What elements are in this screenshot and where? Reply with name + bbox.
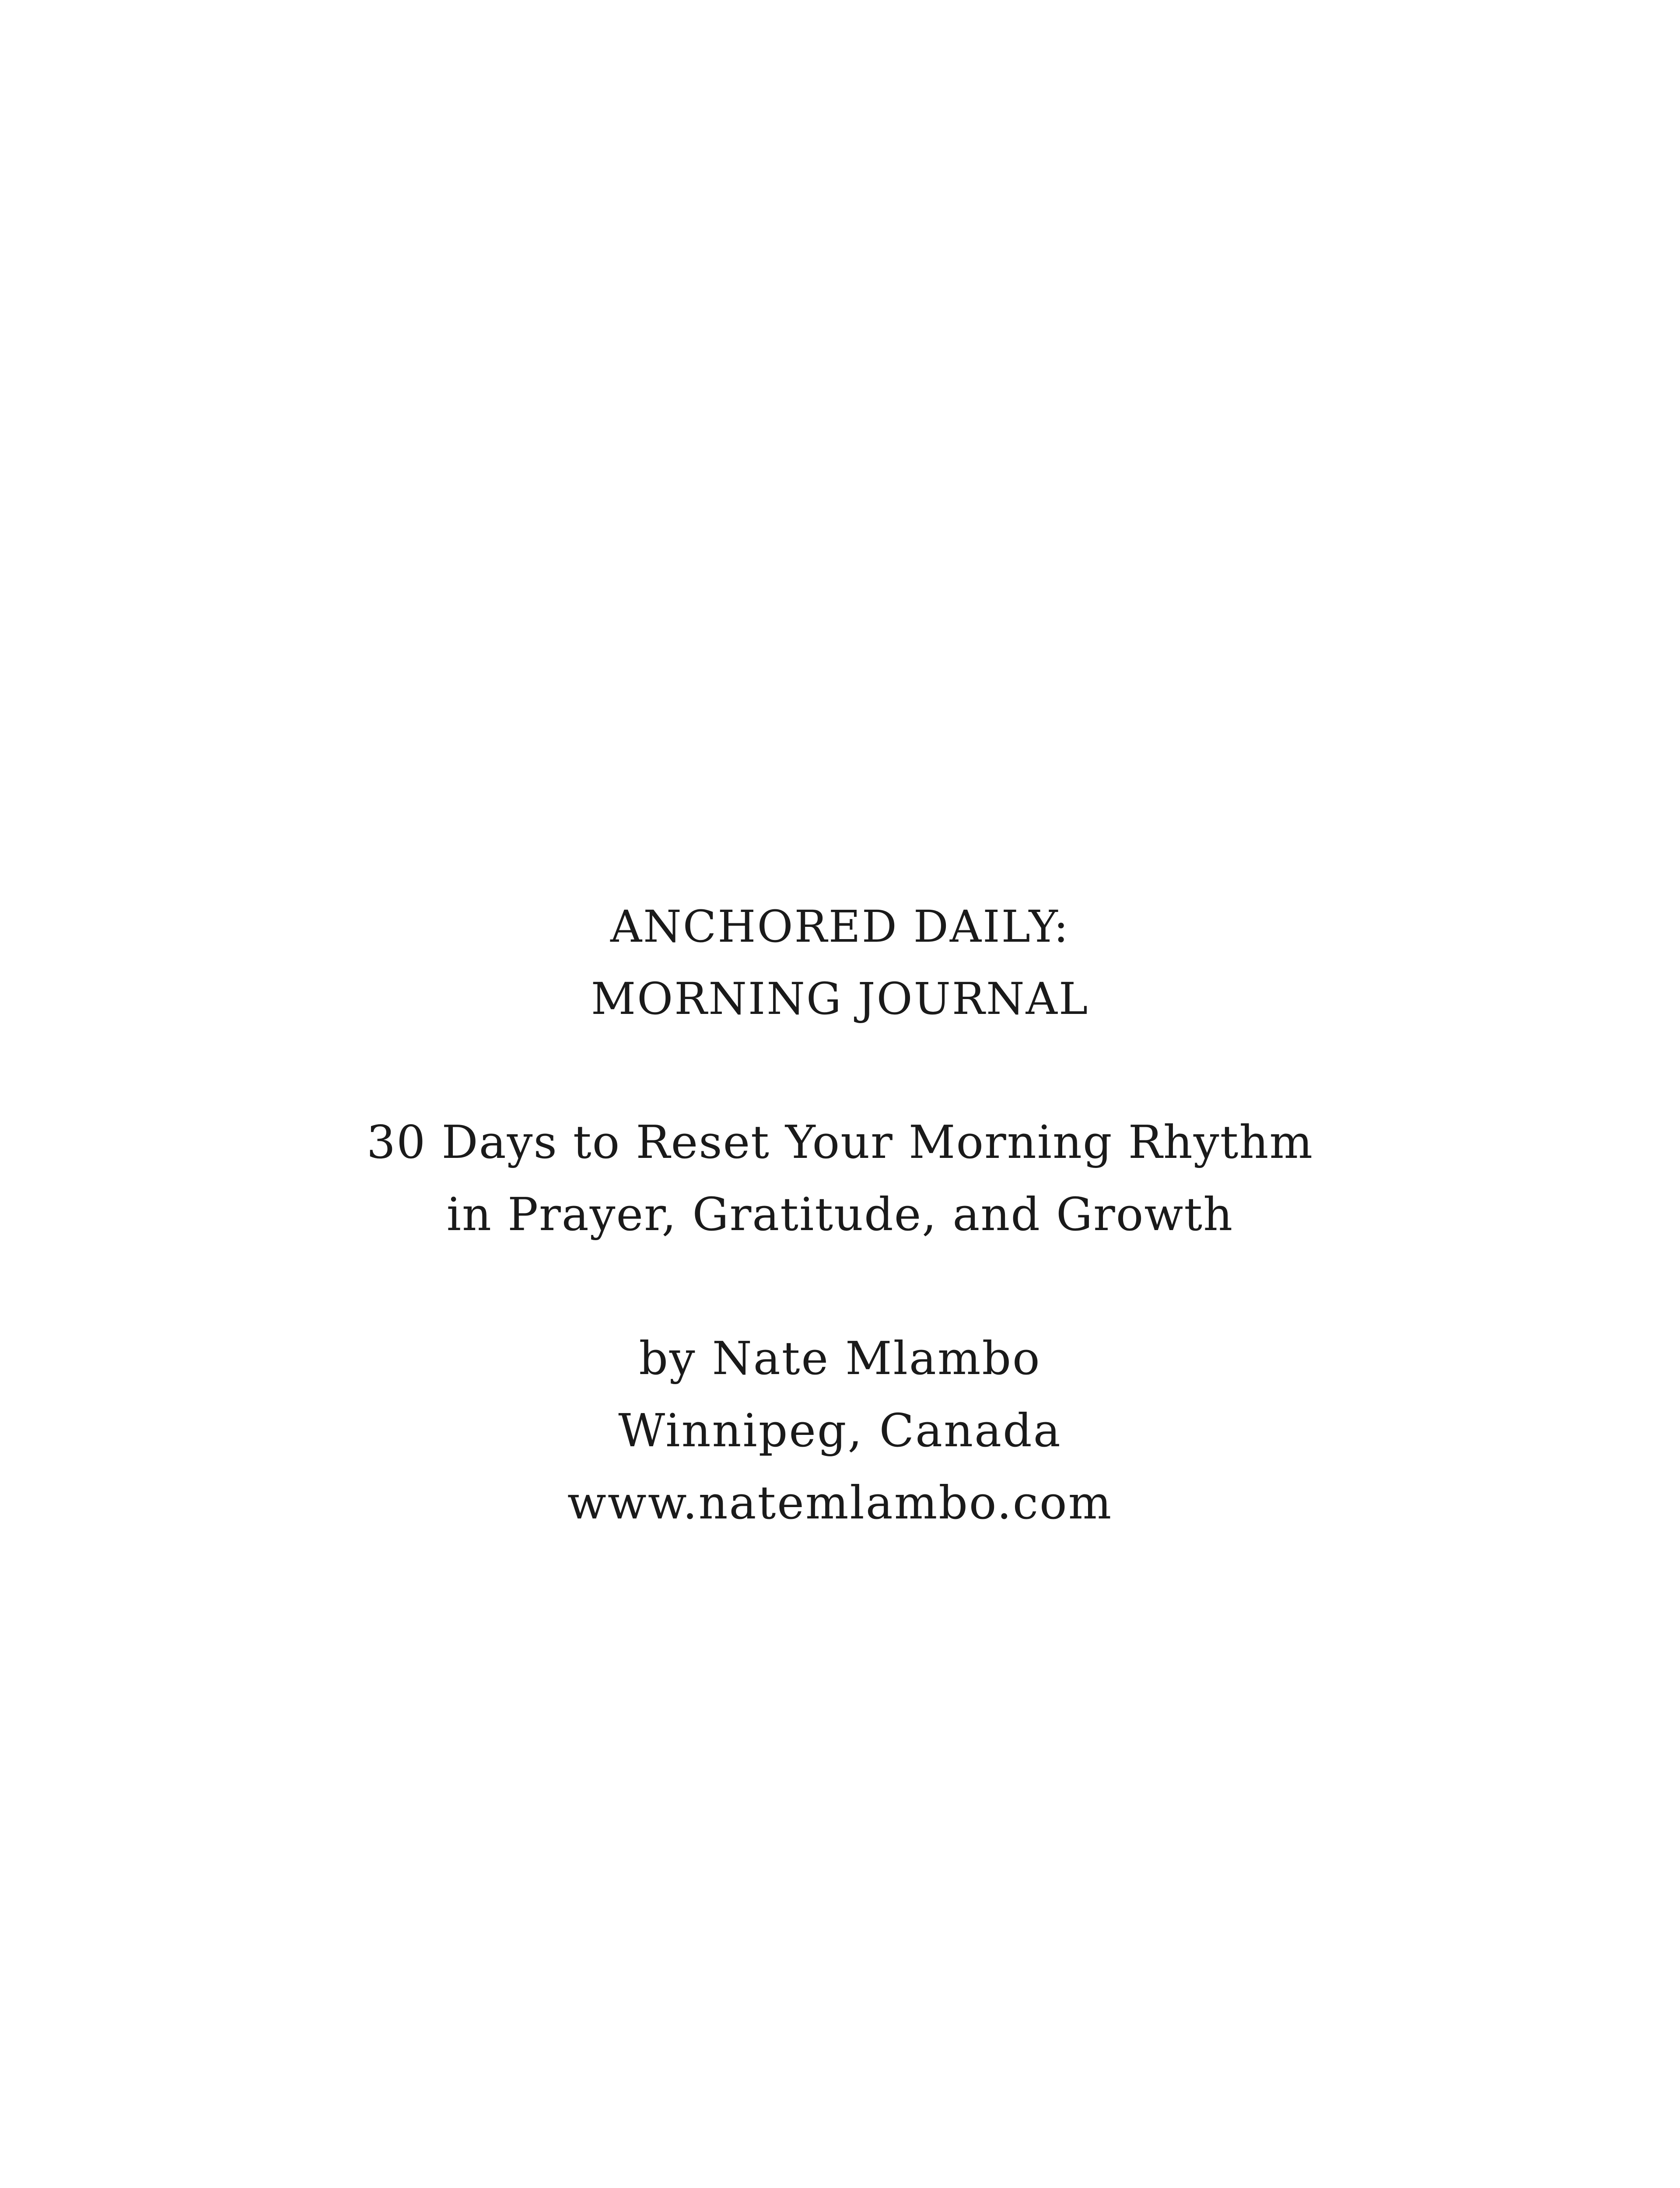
title-line-2: MORNING JOURNAL bbox=[591, 973, 1089, 1024]
journal-subtitle bbox=[0, 1106, 1680, 1251]
journal-title bbox=[0, 891, 1680, 1035]
author-info bbox=[0, 1322, 1680, 1539]
author-location: Winnipeg, Canada bbox=[618, 1404, 1062, 1457]
author-byline: by Nate Mlambo bbox=[639, 1332, 1041, 1385]
subtitle-line-1: 30 Days to Reset Your Morning Rhythm bbox=[366, 1115, 1314, 1169]
author-website: www.natemlambo.com bbox=[567, 1476, 1113, 1529]
subtitle-line-2: in Prayer, Gratitude, and Growth bbox=[446, 1188, 1234, 1241]
title-line-1: ANCHORED DAILY: bbox=[610, 901, 1070, 952]
